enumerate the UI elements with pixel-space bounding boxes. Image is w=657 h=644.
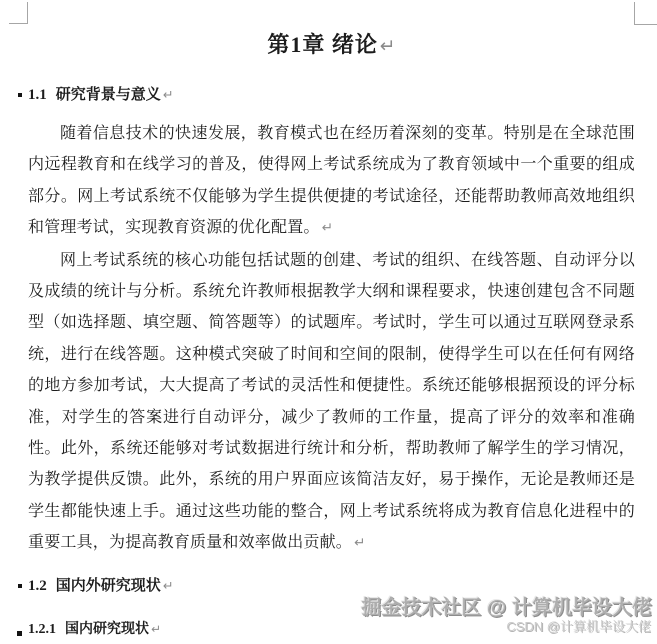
- heading-1-2-1: [28, 620, 635, 639]
- heading-bullet-icon: [18, 584, 22, 588]
- paragraph-system-functions: [28, 245, 635, 560]
- paragraph-mark-icon: ↵: [162, 578, 174, 594]
- heading-number: 1.1: [28, 87, 47, 103]
- paragraph-research-background: [28, 118, 635, 245]
- chapter-title: [28, 32, 635, 60]
- margin-crop-mark-top-left-icon: [9, 2, 28, 24]
- watermark-line-2: CSDN @计算机毕设大佬: [506, 619, 651, 634]
- heading-number: 1.2.1: [28, 621, 56, 637]
- heading-1-2: [28, 577, 635, 596]
- paragraph-mark-icon: ↵: [321, 220, 333, 237]
- heading-bullet-icon: [18, 93, 22, 97]
- document-content: [28, 0, 635, 639]
- paragraph-mark-icon: ↵: [162, 88, 174, 103]
- heading-1-1: [28, 86, 635, 105]
- heading-text: 研究背景与意义: [55, 87, 161, 103]
- heading-bullet-icon: [17, 631, 22, 636]
- paragraph-mark-icon: ↵: [151, 621, 161, 636]
- heading-text: 国内研究现状: [65, 621, 149, 637]
- paragraph-text: 随着信息技术的快速发展，教育模式也在经历着深刻的变革。特别是在全球范围内远程教育和在线学习的普及，使得网上考试系统成为了教育领域中一个重要的组成部分。网上考试系统不仅能够为学生提供便捷的考试途径，还能帮助教师高效地组织和管理考试，实现教育资源的优化配置。: [28, 125, 635, 237]
- heading-text: 国内外研究现状: [55, 577, 161, 594]
- watermark-line-1: 掘金技术社区 @ 计算机毕设大佬: [361, 597, 652, 619]
- paragraph-text: 网上考试系统的核心功能包括试题的创建、考试的组织、在线答题、自动评分以及成绩的统计与分析。系统允许教师根据教学大纲和课程要求，快速创建包含不同题型（如选择题、填空题、简答题等）的试题库。考试时，学生可以通过互联网登录系统，进行在线答题。这种模式突破了时间和空间的限制，使得学生可以在任何有网络的地方参加考试，大大提高了考试的灵活性和便捷性。系统还能够根据预设的评分标准，对学生的答案进行自动评分，减少了教师的工作量，提高了评分的效率和准确性。此外，系统还能够对考试数据进行统计和分析，帮助教师了解学生的学习情况，为教学提供反馈。此外，系统的用户界面应该简洁友好，易于操作，无论是教师还是学生都能快速上手。通过这些功能的整合，网上考试系统将成为教育信息化进程中的重要工具，为提高教育质量和效率做出贡献。: [28, 251, 635, 552]
- chapter-title-text: 第1章 绪论: [267, 32, 378, 57]
- heading-number: 1.2: [28, 577, 47, 594]
- paragraph-mark-icon: ↵: [379, 36, 396, 57]
- paragraph-mark-icon: ↵: [354, 535, 366, 552]
- margin-crop-mark-top-right-icon: [634, 2, 657, 25]
